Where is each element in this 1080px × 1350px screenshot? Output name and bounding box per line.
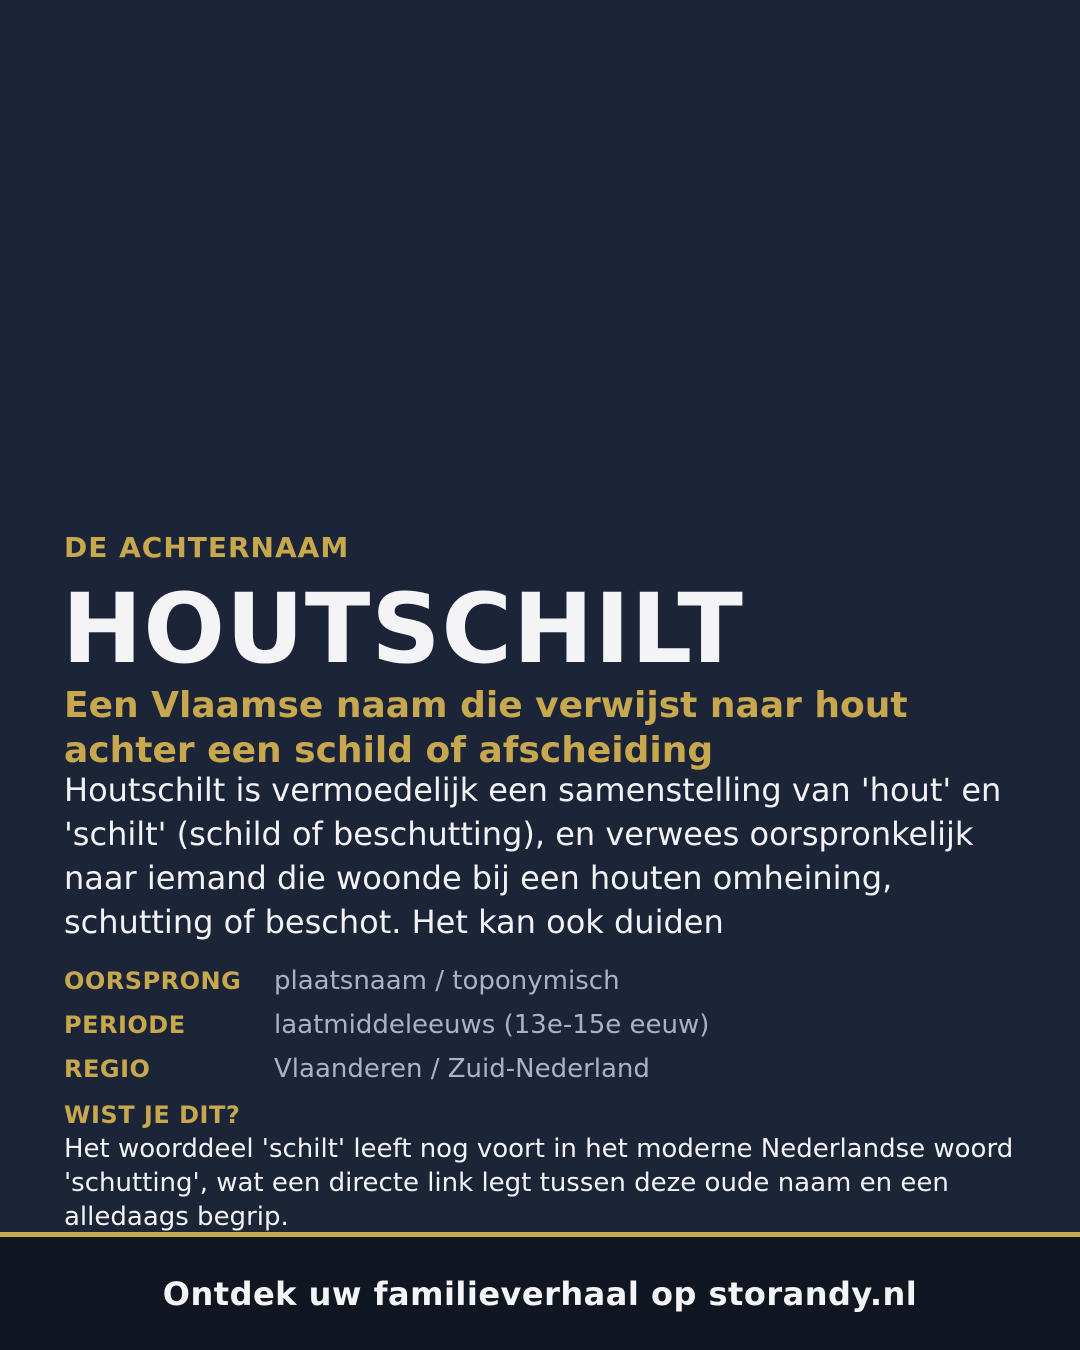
- fact-row-period: [64, 1003, 709, 1047]
- fact-label: OORSPRONG: [64, 967, 242, 995]
- fact-row-origin: [64, 959, 709, 1003]
- surname-title: HOUTSCHILT: [62, 573, 744, 685]
- fact-row-region: [64, 1047, 709, 1091]
- fact-value: plaatsnaam / toponymisch: [274, 966, 620, 996]
- facts-list: [64, 959, 709, 1091]
- fact-label: PERIODE: [64, 1011, 186, 1039]
- surname-subtitle: Een Vlaamse naam die verwijst naar hout achter een schild of afscheiding: [64, 685, 908, 771]
- fact-value: laatmiddeleeuws (13e-15e eeuw): [274, 1010, 710, 1040]
- eyebrow-label: DE ACHTERNAAM: [64, 531, 350, 564]
- footer-cta-text: Ontdek uw familieverhaal op storandy.nl: [162, 1274, 918, 1313]
- fact-value: Vlaanderen / Zuid-Nederland: [274, 1054, 650, 1084]
- footer-banner: [0, 1237, 1080, 1350]
- did-you-know-text: Het woorddeel 'schilt' leeft nog voort in het moderne Nederlandse woord 'schutting', wat een directe link legt tussen deze oude naam en een alledaags begrip.: [64, 1134, 1014, 1232]
- fact-label: REGIO: [64, 1055, 151, 1083]
- did-you-know-title: WIST JE DIT?: [64, 1101, 241, 1129]
- surname-description: Houtschilt is vermoedelijk een samenstelling van 'hout' en 'schilt' (schild of beschutting), en verwees oorspronkelijk naar iemand die woonde bij een houten omheining, schutting of beschot. Het kan ook duiden: [64, 771, 1002, 941]
